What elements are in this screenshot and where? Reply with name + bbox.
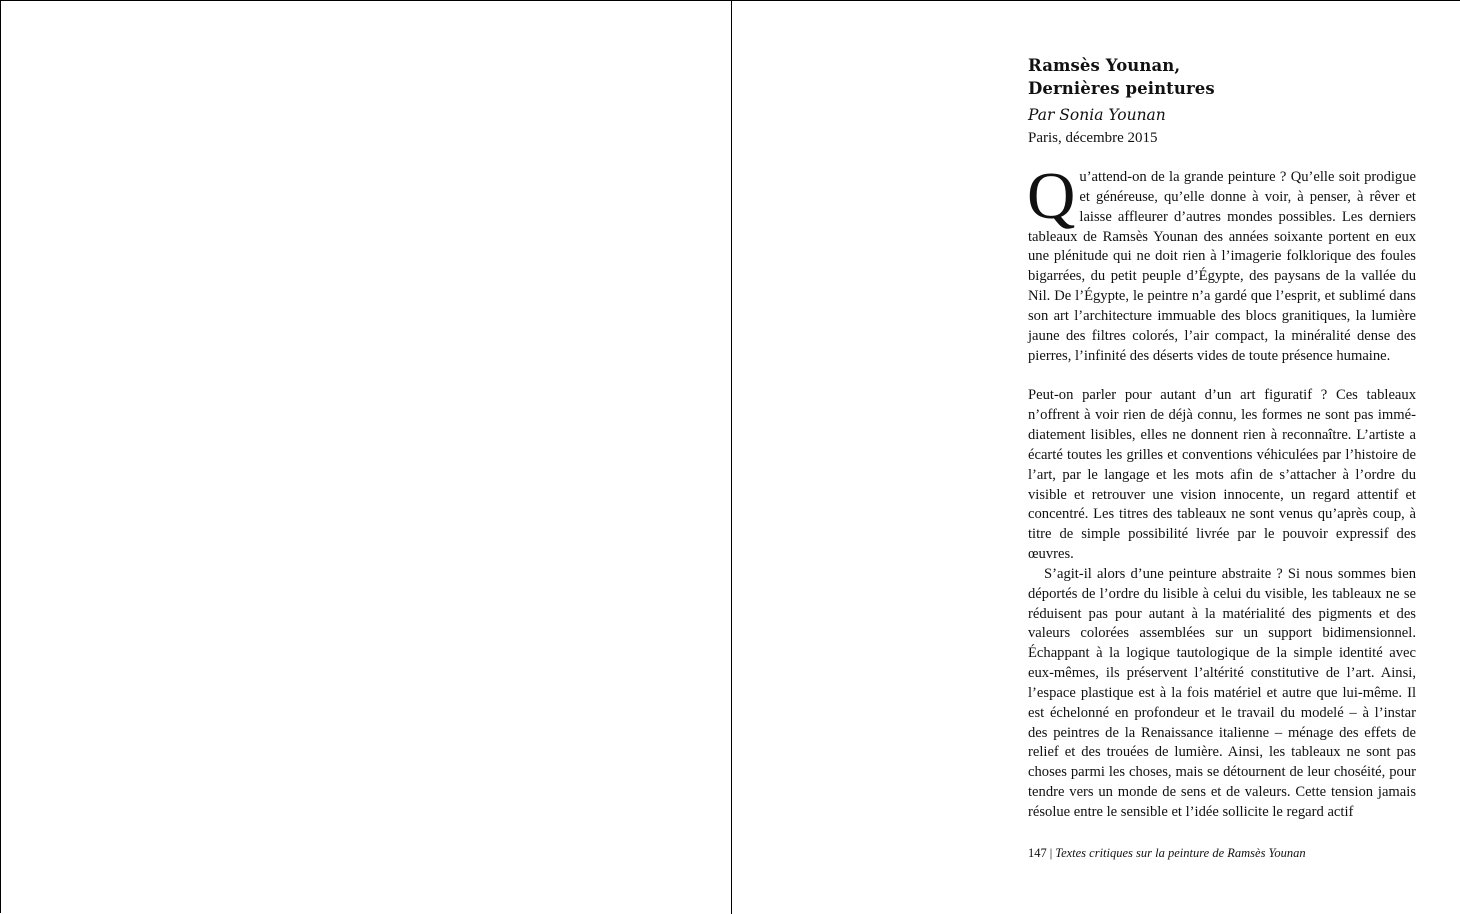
paragraph-1 xyxy=(1027,159,1416,366)
drop-cap: Q xyxy=(1027,159,1076,233)
article-body xyxy=(1027,159,1416,823)
page-number: 147 xyxy=(1028,846,1047,860)
footer-separator: | xyxy=(1049,846,1053,860)
page-footer xyxy=(1028,844,1306,862)
title-line-2: Dernières peintures xyxy=(1028,79,1215,98)
paragraph-2: Peut-on parler pour autant d’un art figuratif ? Ces tableaux n’offrent à voir rien de déjà connu, les formes ne sont pas immédiatement lisibles, elles ne donnent rien à reconnaître. L’artiste a écarté toutes les grilles et conventions véhiculées par l’histoire de l’art, par le langage et les mots afin de s’attacher à l’ordre du visible et retrouver une vision innocente, un regard attentif et concentré. Les titres des tableaux ne sont venus qu’après coup, à titre de simple possibilité livrée par le pouvoir expressif des œuvres. xyxy=(1028,387,1416,563)
text-column xyxy=(1028,54,1416,823)
paragraph-3: S’agit-il alors d’une peinture abstraite ? Si nous sommes bien déportés de l’ordre du lisible à celui du visible, les tableaux ne se réduisent pas pour autant à la matérialité des pigments et des valeurs colorées assemblées sur un support bidimensionnel. Échappant à la logique tautologique de la simple identité avec eux-mêmes, ils préservent l’altérité constitutive de l’art. Ainsi, l’espace plastique est à la fois matériel et autre que lui-même. Il est échelonné en profondeur et le travail du modelé – à l’instar des peintres de la Renaissance italienne – ménage des effets de relief et des trouées de lumière. Ainsi, les tableaux ne sont pas choses parmi les choses, mais se détournent de leur choséité, pour tendre vers un monde de sens et de valeurs. Cette tension jamais résolue entre le sensible et l’idée sollicite le regard actif xyxy=(1028,565,1416,820)
left-page-blank xyxy=(2,2,731,914)
right-page xyxy=(732,2,1460,914)
article-dateline: Paris, décembre 2015 xyxy=(1028,130,1158,146)
title-line-1: Ramsès Younan, xyxy=(1028,56,1181,75)
article-title xyxy=(1028,54,1416,100)
article-author: Par Sonia Younan xyxy=(1028,106,1166,124)
running-title: Textes critiques sur la peinture de Ramsès Younan xyxy=(1055,846,1306,860)
paragraph-1-text: u’attend-on de la grande peinture ? Qu’elle soit prodigue et généreuse, qu’elle donne à voir, à penser, à rêver et laisse affleurer d’autres mondes possibles. Les derniers tableaux de Ramsès Younan des années soixante portent en eux une plénitude qui ne doit rien à l’imagerie folklorique des foules bigarrées, du petit peuple d’Égypte, des paysans de la vallée du Nil. De l’Égypte, le peintre n’a gardé que l’esprit, et sublimé dans son art l’architecture immuable des blocs granitiques, la lumière jaune des filtres colorés, l’air compact, la minéralité dense des pierres, l’infinité des déserts vides de toute présence humaine. xyxy=(1028,169,1416,364)
